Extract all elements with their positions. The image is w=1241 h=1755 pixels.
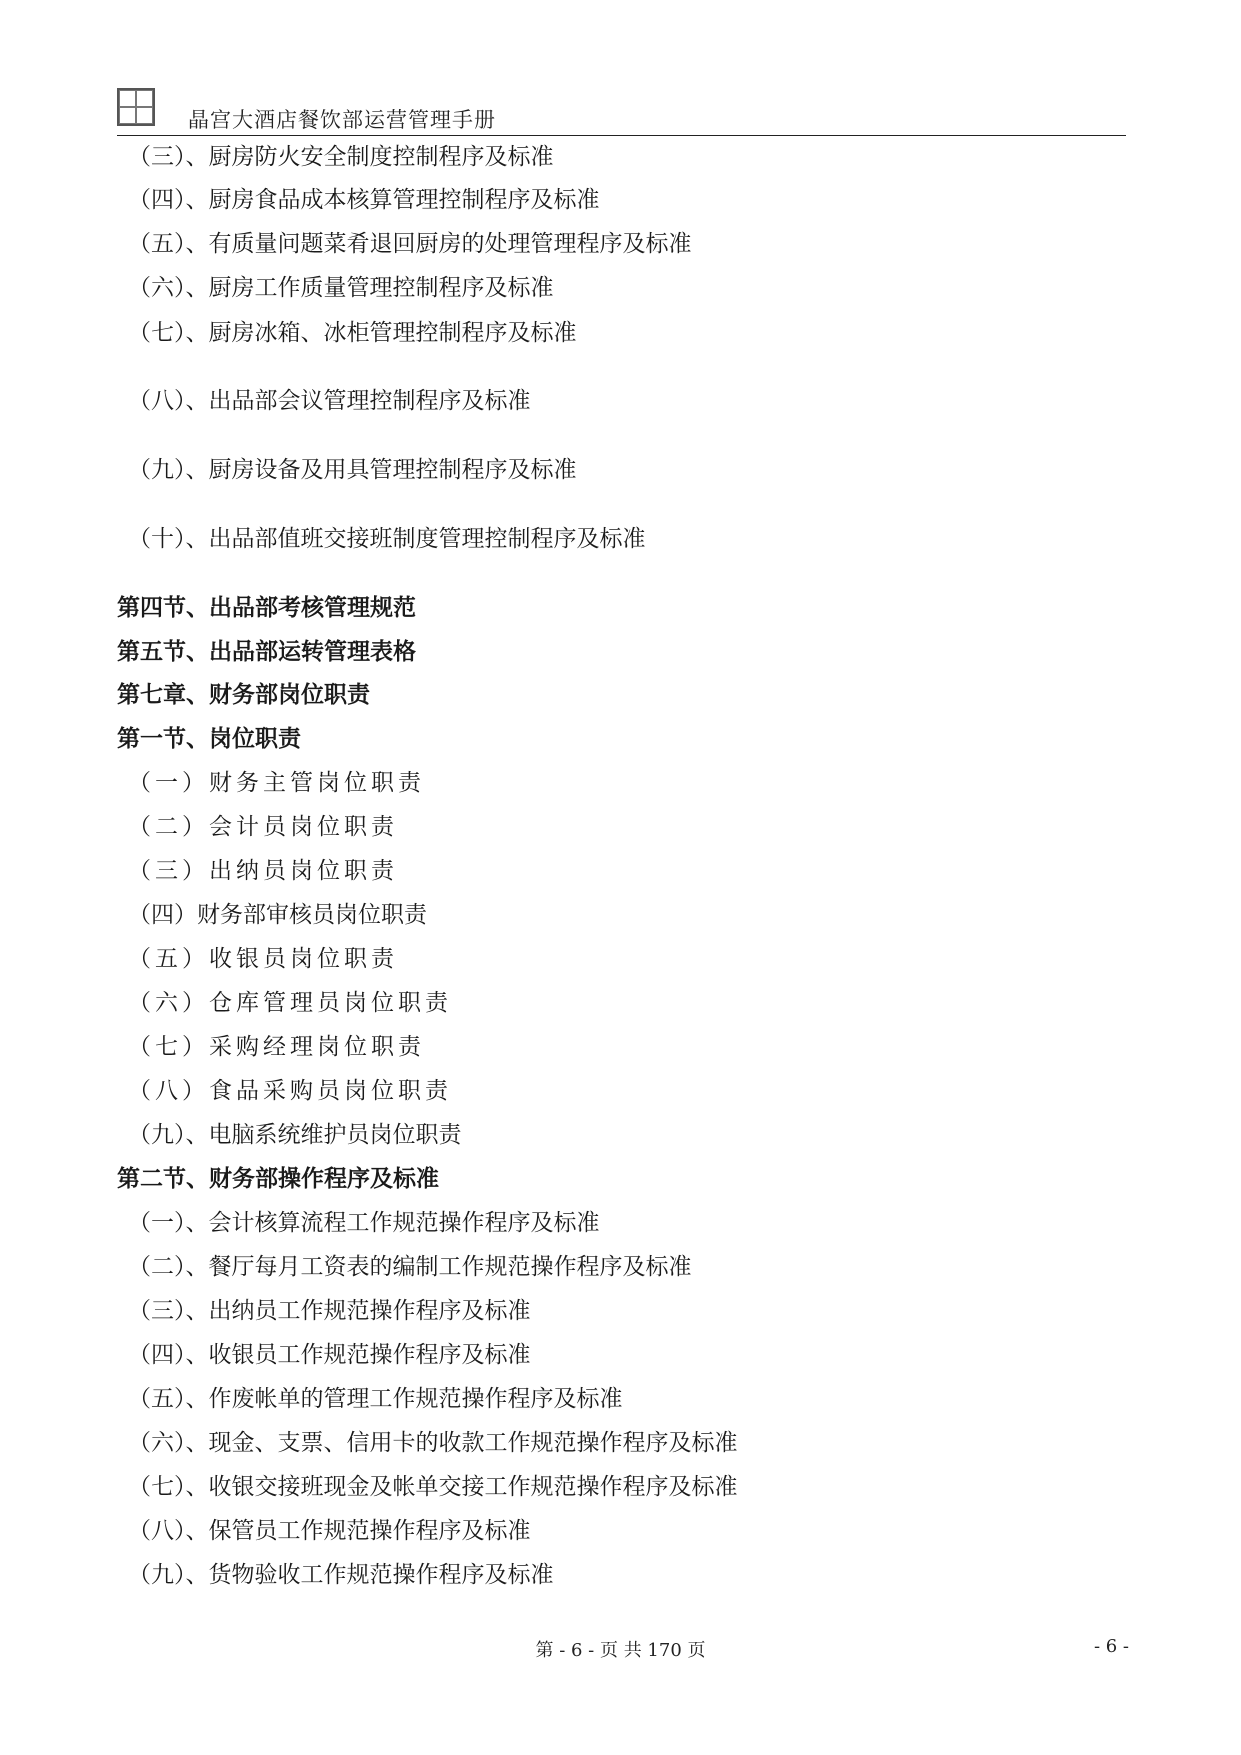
header-rule — [117, 135, 1126, 136]
toc-line: （四）、厨房食品成本核算管理控制程序及标准 — [128, 187, 600, 213]
section-heading: 第四节、出品部考核管理规范 — [117, 595, 416, 621]
toc-line: （五）收银员岗位职责 — [128, 946, 398, 972]
toc-line: （六）仓库管理员岗位职责 — [128, 990, 452, 1016]
header-logo — [117, 88, 155, 126]
toc-line: （七）、厨房冰箱、冰柜管理控制程序及标准 — [128, 320, 577, 346]
toc-line: （三）出纳员岗位职责 — [128, 858, 398, 884]
toc-line: （八）、保管员工作规范操作程序及标准 — [128, 1518, 531, 1544]
page-number: - 6 - — [1093, 1636, 1129, 1657]
toc-line: （九）、电脑系统维护员岗位职责 — [128, 1122, 462, 1148]
toc-line: （五）、有质量问题菜肴退回厨房的处理管理程序及标准 — [128, 231, 692, 257]
toc-line: （八）食品采购员岗位职责 — [128, 1078, 452, 1104]
page-footer-center: 第 - 6 - 页 共 170 页 — [535, 1640, 706, 1661]
toc-line: （六）、现金、支票、信用卡的收款工作规范操作程序及标准 — [128, 1430, 738, 1456]
header-title: 晶宫大酒店餐饮部运营管理手册 — [188, 108, 496, 132]
toc-line: （七）、收银交接班现金及帐单交接工作规范操作程序及标准 — [128, 1474, 738, 1500]
section-heading: 第二节、财务部操作程序及标准 — [117, 1166, 439, 1192]
toc-line: （九）、货物验收工作规范操作程序及标准 — [128, 1562, 554, 1588]
toc-line: （七）采购经理岗位职责 — [128, 1034, 425, 1060]
toc-line: （五）、作废帐单的管理工作规范操作程序及标准 — [128, 1386, 623, 1412]
toc-line: （十）、出品部值班交接班制度管理控制程序及标准 — [128, 526, 646, 552]
toc-line: （一）、会计核算流程工作规范操作程序及标准 — [128, 1210, 600, 1236]
toc-line: （六）、厨房工作质量管理控制程序及标准 — [128, 275, 554, 301]
toc-line: （四）、收银员工作规范操作程序及标准 — [128, 1342, 531, 1368]
section-heading: 第五节、出品部运转管理表格 — [117, 639, 416, 665]
toc-line: （九）、厨房设备及用具管理控制程序及标准 — [128, 457, 577, 483]
toc-line: （四）财务部审核员岗位职责 — [128, 902, 427, 928]
toc-line: （三）、出纳员工作规范操作程序及标准 — [128, 1298, 531, 1324]
section-heading: 第一节、岗位职责 — [117, 726, 301, 752]
toc-line: （二）会计员岗位职责 — [128, 814, 398, 840]
toc-line: （二）、餐厅每月工资表的编制工作规范操作程序及标准 — [128, 1254, 692, 1280]
chapter-heading: 第七章、财务部岗位职责 — [117, 682, 370, 708]
toc-line: （一）财务主管岗位职责 — [128, 770, 425, 796]
toc-line: （八）、出品部会议管理控制程序及标准 — [128, 388, 531, 414]
toc-line: （三）、厨房防火安全制度控制程序及标准 — [128, 144, 554, 170]
